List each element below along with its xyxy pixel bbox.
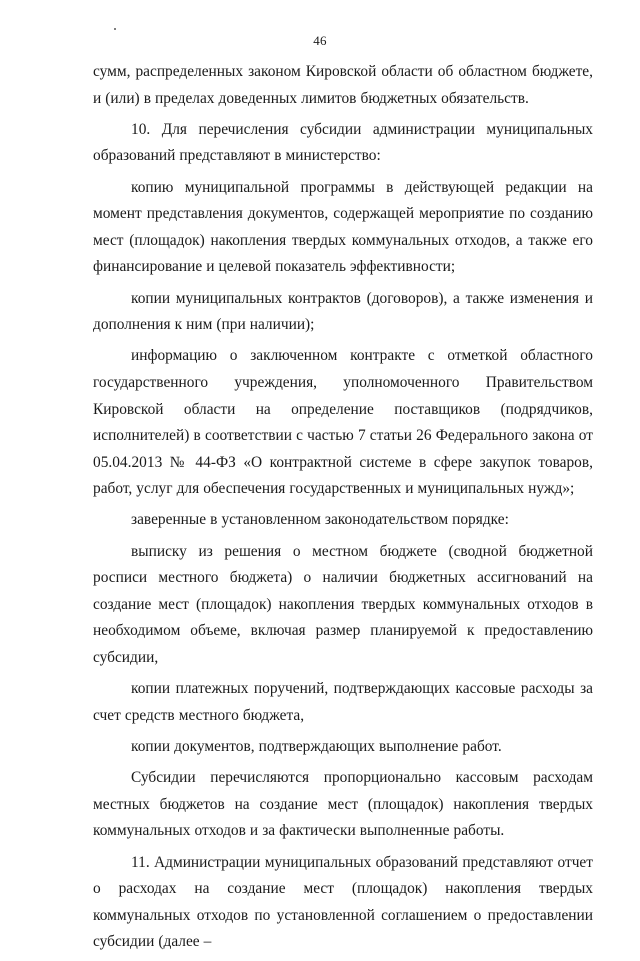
paragraph-work-documents: копии документов, подтверждающих выполнение работ. [131, 738, 502, 755]
document-body [93, 59, 593, 961]
paragraph-item-10: 10. Для перечисления субсидии администрации муниципальных образований представляют в министерство: [93, 120, 593, 165]
paragraph-item-11: 11. Администрации муниципальных образований представляют отчет о расходах на создание мест (площадок) накопления твердых коммунальных отходов по установленной соглашением о предоставлении субсидии (далее – [93, 853, 593, 951]
paragraph-payment-orders: копии платежных поручений, подтверждающих кассовые расходы за счет средств местного бюджета, [93, 680, 593, 724]
scan-speck [114, 28, 116, 30]
paragraph-subsidy-transfer: Субсидии перечисляются пропорционально кассовым расходам местных бюджетов на создание мест (площадок) накопления твердых коммунальных отходов и за фактически выполненные работы. [93, 769, 593, 840]
paragraph-certified: заверенные в установленном законодательством порядке: [131, 511, 509, 529]
paragraph-contract-info: информацию о заключенном контракте с отметкой областного государственного учреждения, уполномоченного Правительством Кировской области на определение поставщиков (подрядчиков, исполнителей) в соответствии с частью 7 статьи 26 Федерального закона от 05.04.2013 № 44-ФЗ «О контрактной системе в сфере закупок товаров, работ, услуг для обеспечения государственных и муниципальных нужд»; [93, 347, 593, 498]
paragraph-program-copy: копию муниципальной программы в действующей редакции на момент представления документов, содержащей мероприятие по созданию мест (площадок) накопления твердых коммунальных отходов, а также его финансирование и целевой показатель эффективности; [93, 178, 593, 276]
page-number: 46 [313, 33, 327, 48]
paragraph-continuation: сумм, распределенных законом Кировской области об областном бюджете, и (или) в пределах доведенных лимитов бюджетных обязательств. [93, 63, 593, 107]
paragraph-budget-extract: выписку из решения о местном бюджете (сводной бюджетной росписи местного бюджета) о наличии бюджетных ассигнований на создание мест (площадок) накопления твердых коммунальных отходов в необходимом объеме, включая размер планируемой к предоставлению субсидии, [93, 542, 593, 667]
paragraph-contracts-copy: копии муниципальных контрактов (договоров), а также изменения и дополнения к ним (при наличии); [93, 289, 593, 334]
